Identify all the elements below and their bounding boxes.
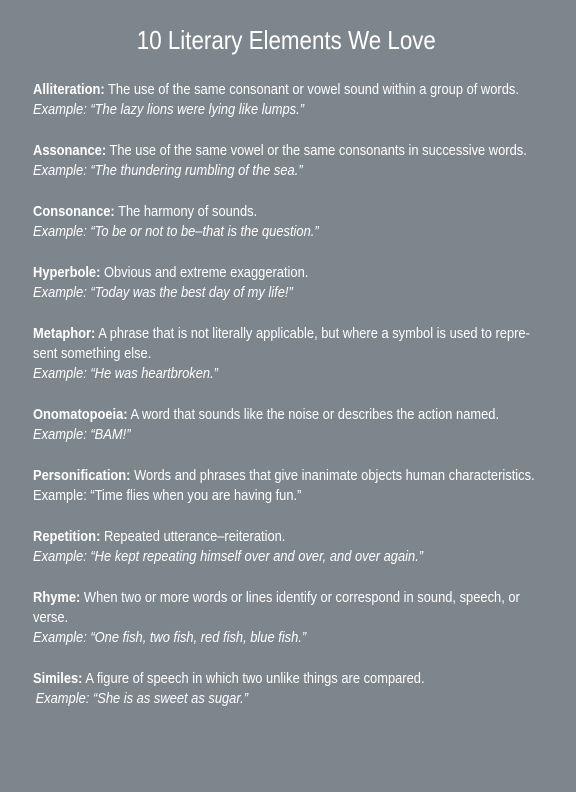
list-item-metaphor xyxy=(33,324,530,384)
definition-continued: sent something else. xyxy=(33,345,152,362)
list-item-hyperbole xyxy=(33,263,515,303)
example: Example: “Today was the best day of my life!” xyxy=(33,284,293,301)
list-item-consonance xyxy=(33,202,515,242)
definition-text: When two or more words or lines identify or correspond in sound, speech, or xyxy=(80,589,520,606)
definition-text: Words and phrases that give inanimate objects human characteristics. xyxy=(130,467,535,484)
example: Example: “To be or not to be–that is the question.” xyxy=(33,223,319,240)
definition xyxy=(33,263,515,283)
term: Alliteration: xyxy=(33,81,105,98)
example: Example: “She is as sweet as sugar.” xyxy=(35,690,249,707)
list-item-similes xyxy=(33,669,515,709)
example: Example: “He kept repeating himself over and over, and over again.” xyxy=(33,548,424,565)
term: Personification: xyxy=(33,467,131,484)
definition-text: A phrase that is not literally applicable, but where a symbol is used to repre- xyxy=(95,325,530,342)
list-item-assonance xyxy=(33,141,527,181)
definition xyxy=(33,324,530,344)
definition-continued: verse. xyxy=(33,609,69,626)
literary-elements-list xyxy=(33,80,535,730)
example: Example: “He was heartbroken.” xyxy=(33,365,218,382)
term: Hyperbole: xyxy=(33,264,101,281)
definition xyxy=(33,588,520,608)
term: Similes: xyxy=(33,670,83,687)
definition xyxy=(33,466,535,486)
definition-text: The use of the same vowel or the same consonants in successive words. xyxy=(106,142,527,159)
definition-text: The use of the same consonant or vowel sound within a group of words. xyxy=(104,81,519,98)
example: Example: “The thundering rumbling of the sea.” xyxy=(33,162,303,179)
list-item-rhyme xyxy=(33,588,520,648)
list-item-onomatopoeia xyxy=(33,405,515,445)
page-title: 10 Literary Elements We Love xyxy=(136,25,436,55)
example: Example: “One fish, two fish, red fish, blue fish.” xyxy=(33,629,307,646)
term: Onomatopoeia: xyxy=(33,406,128,423)
term: Rhyme: xyxy=(33,589,81,606)
definition-text: A word that sounds like the noise or describes the action named. xyxy=(127,406,500,423)
definition xyxy=(33,669,515,689)
example: Example: “BAM!” xyxy=(33,426,131,443)
definition xyxy=(33,527,515,547)
list-item-repetition xyxy=(33,527,515,567)
example: Example: “The lazy lions were lying like lumps.” xyxy=(33,101,305,118)
definition-text: Repeated utterance–reiteration. xyxy=(100,528,286,545)
definition-text: Obvious and extreme exaggeration. xyxy=(100,264,309,281)
term: Consonance: xyxy=(33,203,115,220)
list-item-alliteration xyxy=(33,80,519,120)
example: Example: “Time flies when you are having fun.” xyxy=(33,487,302,504)
definition-text: The harmony of sounds. xyxy=(114,203,258,220)
definition xyxy=(33,202,515,222)
definition xyxy=(33,405,515,425)
definition xyxy=(33,80,519,100)
term: Metaphor: xyxy=(33,325,96,342)
list-item-personification xyxy=(33,466,535,506)
term: Assonance: xyxy=(33,142,107,159)
definition-text: A figure of speech in which two unlike things are compared. xyxy=(82,670,425,687)
definition xyxy=(33,141,527,161)
term: Repetition: xyxy=(33,528,101,545)
